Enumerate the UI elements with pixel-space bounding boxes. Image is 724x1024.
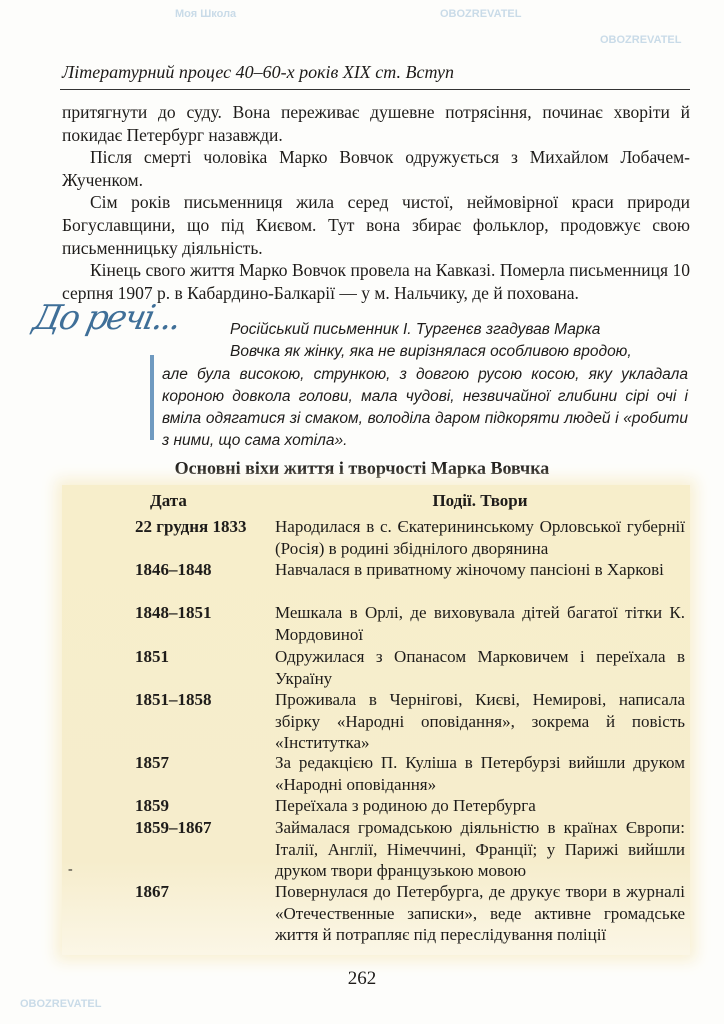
paragraph: Після смерті чоловіка Марко Вовчок одружується з Михайлом Лобачем-Жученком. — [62, 147, 690, 190]
timeline-table — [62, 485, 690, 955]
aside-text: але була високою, стрункою, з довгою русою косою, яку укладала короною довкола голови, мала чудові, незвичайної глибини сірі очі і вміла одягатися зі смаком, володіла даром підкоряти людей і «робити з ними, що сама хотіла». — [162, 365, 688, 450]
body-text — [62, 101, 690, 304]
paragraph: Сім років письменниця жила серед чистої, неймовірної краси природи Богуславщини, що під Києвом. Тут вона збирає фольклор, продовжує свою письменницьку діяльність. — [62, 192, 690, 258]
aside-bar — [150, 355, 154, 440]
paragraph: притягнути до суду. Вона переживає душевне потрясіння, починає хворіти й покидає Петербург назавжди. — [62, 102, 690, 145]
row-event: Навчалася в приватному жіночому пансіоні в Харкові — [275, 560, 664, 579]
watermark: Моя Школа — [175, 8, 237, 20]
row-event: Одружилася з Опанасом Марковичем і переїхала в Україну — [275, 647, 685, 688]
row-event: Повернулася до Петербурга, де друкує твори в журналі «Отечественные записки», веде активне громадське життя й потрапляє під переслідування поліції — [275, 882, 685, 944]
watermark: OBOZREVATEL — [440, 8, 522, 20]
row-date: 1851–1858 — [135, 690, 212, 709]
row-date: 1859 — [135, 796, 169, 815]
row-event: Переїхала з родиною до Петербурга — [275, 796, 536, 815]
table-title: Основні віхи життя і творчості Марка Вовчка — [174, 458, 550, 478]
aside-line: Вовчка як жінку, яка не вирізнялася особливою вродою, — [230, 343, 632, 361]
row-date: 22 грудня 1833 — [135, 517, 247, 536]
row-date: 1851 — [135, 647, 169, 666]
page-number: 262 — [347, 968, 377, 989]
row-date: 1859–1867 — [135, 818, 212, 837]
row-event: За редакцією П. Куліша в Петербурзі вийшли друком «Народні оповідання» — [275, 753, 685, 794]
row-date: 1857 — [135, 753, 169, 772]
row-event: Народилася в с. Єкатерининському Орловської губернії (Росія) в родині збіднілого дворянина — [275, 517, 685, 558]
row-date: 1846–1848 — [135, 560, 212, 579]
watermark: OBOZREVATEL — [20, 998, 102, 1010]
running-header: Літературний процес 40–60-х років XIX ст. Вступ — [62, 62, 455, 82]
aside-note — [162, 319, 688, 453]
row-event: Мешкала в Орлі, де виховувала дітей багатої тітки К. Мордовиної — [275, 603, 685, 644]
by-the-way-label: До речі... — [29, 298, 184, 338]
watermark: OBOZREVATEL — [600, 34, 682, 46]
aside-line: Російський письменник І. Тургенєв згадував Марка — [230, 321, 601, 338]
paragraph: Кінець свого життя Марко Вовчок провела на Кавказі. Померла письменниця 10 серпня 1907 р. в Кабардино-Балкарії — у м. Нальчику, де й похована. — [62, 260, 690, 303]
header-rule — [60, 89, 690, 90]
row-event: Проживала в Чернігові, Києві, Немирові, написала збірку «Народні оповідання», зокрема й повість «Інститутка» — [275, 690, 685, 752]
header-date: Дата — [150, 491, 187, 510]
margin-mark: - — [68, 862, 73, 877]
row-event: Займалася громадською діяльністю в країнах Європи: Італії, Англії, Німеччині, Франції; у Парижі вийшли друком твори французькою мовою — [275, 818, 685, 880]
row-date: 1867 — [135, 882, 169, 901]
header-events: Події. Твори — [432, 491, 528, 510]
row-date: 1848–1851 — [135, 603, 212, 622]
